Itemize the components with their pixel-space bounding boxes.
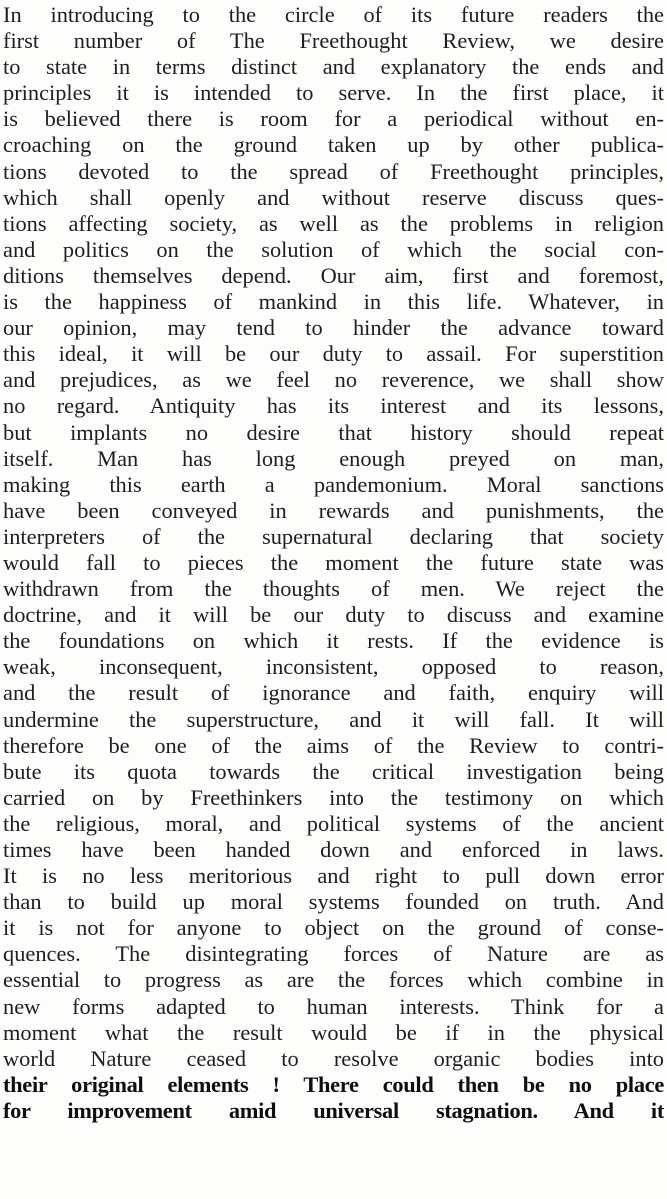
text-line: tions devoted to the spread of Freethought principles, [3,158,664,184]
text-line: world Nature ceased to resolve organic bodies into [3,1045,664,1071]
text-line: new forms adapted to human interests. Think for a [3,993,664,1019]
text-line: undermine the superstructure, and it will fall. It will [3,706,664,732]
text-line: it is not for anyone to object on the ground of conse- [3,915,664,941]
text-line: to state in terms distinct and explanatory the ends and [3,54,664,80]
text-line: than to build up moral systems founded on truth. And [3,889,664,915]
text-line: principles it is intended to serve. In the first place, it [3,80,664,106]
text-line: moment what the result would be if in the physical [3,1019,664,1045]
text-line: the religious, moral, and political systems of the ancient [3,810,664,836]
text-line: tions affecting society, as well as the problems in religion [3,210,664,236]
text-line: itself. Man has long enough preyed on man, [3,445,664,471]
article-text [3,2,664,1124]
text-line: bute its quota towards the critical investigation being [3,758,664,784]
text-line: and politics on the solution of which the social con- [3,236,664,262]
text-line: our opinion, may tend to hinder the advance toward [3,315,664,341]
text-line: first number of The Freethought Review, we desire [3,28,664,54]
text-line: withdrawn from the thoughts of men. We reject the [3,576,664,602]
text-line: this ideal, it will be our duty to assail. For superstition [3,341,664,367]
text-line: the foundations on which it rests. If the evidence is [3,628,664,654]
text-line: but implants no desire that history should repeat [3,419,664,445]
text-line: which shall openly and without reserve discuss ques- [3,184,664,210]
text-line: therefore be one of the aims of the Review to contri- [3,732,664,758]
text-line: It is no less meritorious and right to pull down error [3,863,664,889]
text-line: carried on by Freethinkers into the testimony on which [3,784,664,810]
text-line: would fall to pieces the moment the future state was [3,549,664,575]
text-line: essential to progress as are the forces which combine in [3,967,664,993]
text-line: croaching on the ground taken up by other publica- [3,132,664,158]
text-line: times have been handed down and enforced in laws. [3,837,664,862]
text-line: doctrine, and it will be our duty to discuss and examine [3,602,664,628]
text-line: ditions themselves depend. Our aim, first and foremost, [3,262,664,288]
text-line: have been conveyed in rewards and punishments, the [3,497,664,523]
text-line: In introducing to the circle of its future readers the [3,2,664,27]
text-line: and the result of ignorance and faith, enquiry will [3,680,664,706]
text-line: is believed there is room for a periodical without en- [3,106,664,132]
text-line: is the happiness of mankind in this life. Whatever, in [3,289,664,315]
text-line: making this earth a pandemonium. Moral sanctions [3,471,664,497]
text-line: interpreters of the supernatural declaring that society [3,523,664,549]
text-line: their original elements ! There could then be no place [3,1071,664,1097]
text-line: for improvement amid universal stagnation. And it [3,1097,664,1123]
text-line: weak, inconsequent, inconsistent, opposed to reason, [3,654,664,680]
text-line: no regard. Antiquity has its interest and its lessons, [3,393,664,419]
text-line: quences. The disintegrating forces of Nature are as [3,941,664,967]
text-line: and prejudices, as we feel no reverence, we shall show [3,367,664,393]
